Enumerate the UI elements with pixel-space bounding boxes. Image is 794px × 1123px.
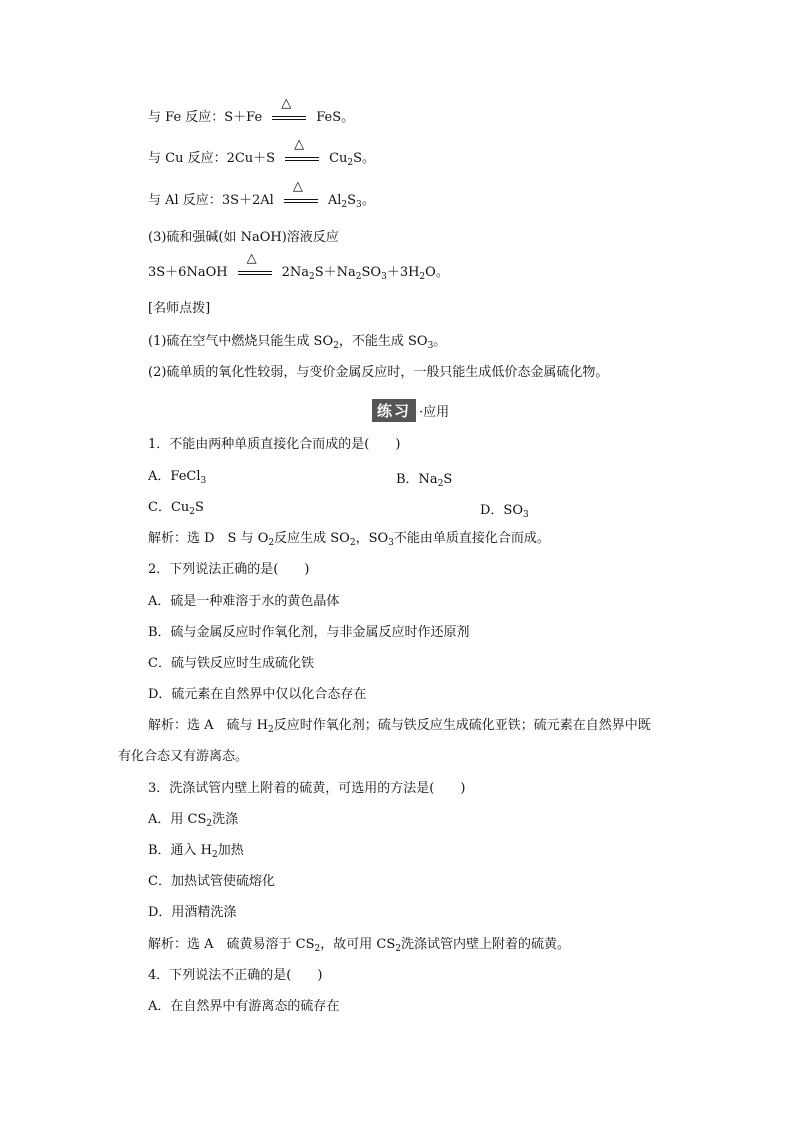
q1-option-a: A．FeCl$_3$ (148, 469, 207, 486)
heat-equals-sign (272, 95, 306, 125)
section-suffix: ·应用 (419, 405, 450, 420)
q2-option-a: A．硫是一种难溶于水的黄色晶体 (148, 594, 340, 609)
q3-option-d: D．用酒精洗涤 (148, 905, 237, 920)
q2-analysis: 解析：选 A 硫与 $H_2$反应时作氧化剂；硫与铁反应生成硫化亚铁；硫元素在自然界中既 (148, 718, 651, 735)
q3-option-b: B．通入 $H_2$加热 (148, 843, 244, 860)
question-4-stem: 4．下列说法不正确的是( ) (148, 968, 323, 983)
q3-option-a: A．用 $CS_2$洗涤 (148, 812, 239, 829)
reaction-lhs: 3S＋2Al (221, 193, 274, 208)
q4-option-a: A．在自然界中有游离态的硫存在 (148, 999, 340, 1014)
heat-equals-sign (285, 136, 319, 166)
reaction-cu (148, 136, 376, 172)
reaction-al (148, 178, 375, 214)
q2-option-b: B．硫与金属反应时作氧化剂，与非金属反应时作还原剂 (148, 625, 470, 640)
heat-equals-sign (238, 250, 272, 280)
q2-analysis-cont: 有化合态又有游离态。 (118, 749, 249, 764)
reaction-fe (148, 95, 355, 127)
q1-option-c: C．$Cu_2S$ (148, 500, 204, 517)
heat-triangle-icon: △ (281, 95, 292, 111)
reaction-label: 与 Fe 反应： (148, 110, 225, 125)
base-heading: (3)硫和强碱(如 NaOH)溶液反应 (148, 230, 339, 245)
reaction-lhs: 2Cu＋S (226, 151, 276, 166)
tip-1: (1)硫在空气中燃烧只能生成 $SO_2$，不能生成 $SO_3$。 (148, 334, 447, 351)
section-badge: 练习 (372, 399, 416, 422)
reaction-rhs: $2Na_2S+Na_2SO_3+3H_2O$。 (281, 265, 449, 282)
reaction-label: 与 Al 反应： (148, 193, 222, 208)
heat-triangle-icon: △ (246, 250, 257, 266)
question-1-stem: 1．不能由两种单质直接化合而成的是( ) (148, 437, 401, 452)
reaction-lhs: S＋Fe (224, 110, 263, 125)
reaction-label: 与 Cu 反应： (148, 151, 227, 166)
q2-option-c: C．硫与铁反应时生成硫化铁 (148, 656, 314, 671)
heat-triangle-icon: △ (294, 136, 305, 152)
section-heading (372, 399, 449, 422)
tip-2: (2)硫单质的氧化性较弱，与变价金属反应时，一般只能生成低价态金属硫化物。 (148, 365, 609, 380)
question-2-stem: 2．下列说法正确的是( ) (148, 562, 310, 577)
q3-option-c: C．加热试管使硫熔化 (148, 874, 275, 889)
reaction-rhs: $Al_2S_3$。 (327, 193, 375, 210)
heat-equals-sign (284, 178, 318, 208)
reaction-rhs: FeS。 (316, 110, 355, 125)
q1-analysis: 解析：选 D S 与 $O_2$反应生成 $SO_2$，$SO_3$不能由单质直接化合而成。 (148, 531, 550, 548)
question-3-stem: 3．洗涤试管内壁上附着的硫黄，可选用的方法是( ) (148, 781, 466, 796)
reaction-rhs: $Cu_2S$。 (329, 151, 376, 168)
heat-triangle-icon: △ (292, 178, 303, 194)
q1-option-b: B．$Na_2S$ (396, 472, 453, 489)
q1-option-d: D．$SO_3$ (480, 503, 529, 520)
tips-title: [名师点拨] (148, 301, 211, 316)
q3-analysis: 解析：选 A 硫黄易溶于 $CS_2$，故可用 $CS_2$洗涤试管内壁上附着的硫黄。 (148, 937, 570, 954)
reaction-naoh (148, 250, 449, 286)
q2-option-d: D．硫元素在自然界中仅以化合态存在 (148, 687, 367, 702)
reaction-lhs: 3S＋6NaOH (148, 265, 228, 280)
